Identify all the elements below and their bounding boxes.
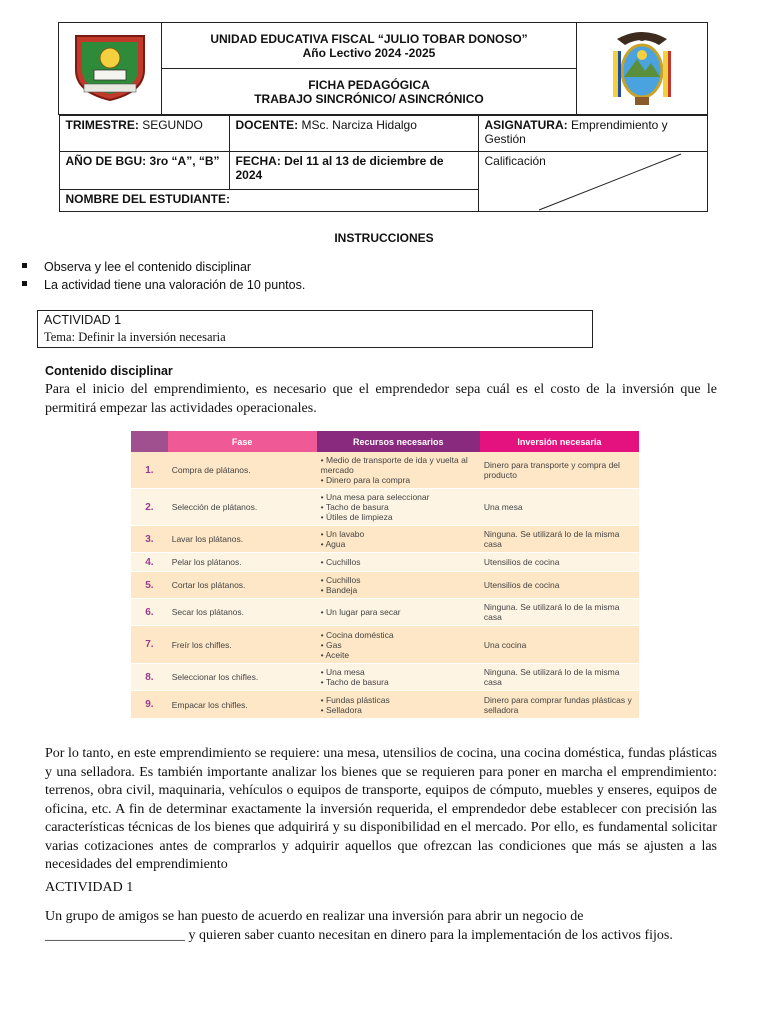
row-number: 6.: [131, 599, 168, 626]
sheet-mode: TRABAJO SINCRÓNICO/ ASINCRÓNICO: [254, 91, 484, 106]
recurso-item: • Bandeja: [320, 585, 358, 595]
crest-cell: [577, 23, 708, 115]
row-number: 9.: [131, 691, 168, 719]
recurso-item: • Agua: [320, 539, 346, 549]
fecha-value: Del 11 al 13 de diciembre de 2024: [235, 154, 444, 182]
row-recursos: [317, 664, 480, 691]
table-row: [131, 489, 639, 526]
trimestre-label: TRIMESTRE:: [65, 118, 139, 132]
recurso-item: • Medio de transporte de ida y vuelta al mercado: [320, 455, 468, 475]
row-number: 5.: [131, 572, 168, 599]
row-number: 3.: [131, 526, 168, 553]
recurso-item: • Tacho de basura: [320, 677, 389, 687]
row-inversion: Dinero para comprar fundas plásticas y selladora: [480, 691, 639, 719]
nombre-cell[interactable]: [59, 190, 478, 212]
content-intro: Para el inicio del emprendimiento, es necesario que el emprendedor sepa cuál es el costo de la inversión que le permitirá empezar las actividades operacionales.: [45, 382, 717, 416]
calificacion-cell[interactable]: [478, 152, 707, 212]
row-fase: Secar los plátanos.: [168, 599, 317, 626]
row-inversion: Ninguna. Se utilizará lo de la misma casa: [480, 664, 639, 691]
sheet-name: FICHA PEDAGÓGICA: [308, 77, 430, 92]
school-name: UNIDAD EDUCATIVA FISCAL “JULIO TOBAR DONOSO”: [210, 31, 528, 46]
row-fase: Cortar los plátanos.: [168, 572, 317, 599]
fase-header: Fase: [168, 431, 317, 452]
activity-title: ACTIVIDAD 1: [45, 880, 134, 895]
anio-value: 3ro “A”, “B”: [149, 154, 220, 168]
row-fase: Compra de plátanos.: [168, 452, 317, 489]
row-number: 2.: [131, 489, 168, 526]
table-row: [131, 553, 639, 572]
theme-label: Tema:: [44, 330, 76, 344]
school-shield-icon: [70, 30, 150, 104]
row-number: 4.: [131, 553, 168, 572]
table-row: [131, 626, 639, 664]
row-fase: Freír los chifles.: [168, 626, 317, 664]
table-row: [131, 572, 639, 599]
asignatura-value: Emprendimiento y Gestión: [484, 118, 668, 146]
recurso-item: • Una mesa para seleccionar: [320, 492, 430, 502]
table-row: [131, 599, 639, 626]
row-recursos: [317, 452, 480, 489]
row-fase: Selección de plátanos.: [168, 489, 317, 526]
trimestre-value: SEGUNDO: [142, 118, 203, 132]
instructions-list: [22, 258, 305, 294]
recurso-item: • Fundas plásticas: [320, 694, 390, 705]
sheet-title-cell: [162, 69, 577, 115]
activity-box-theme: [38, 329, 592, 345]
row-inversion: Utensilios de cocina: [480, 553, 639, 572]
nombre-label: NOMBRE DEL ESTUDIANTE:: [65, 192, 230, 206]
list-item: La actividad tiene una valoración de 10 puntos.: [22, 276, 305, 294]
grade-slash: [479, 152, 707, 212]
row-recursos: [317, 572, 480, 599]
row-recursos: [317, 626, 480, 664]
fecha-label: FECHA:: [235, 154, 281, 168]
row-inversion: Una cocina: [480, 626, 639, 664]
school-logo-cell: [59, 23, 162, 115]
docente-cell: [229, 116, 478, 152]
recurso-item: • Aceite: [320, 649, 350, 660]
phase-table: [131, 431, 639, 719]
row-fase: Seleccionar los chifles.: [168, 664, 317, 691]
ecuador-coat-of-arms-icon: [607, 25, 677, 109]
anio-cell: [59, 152, 229, 190]
row-recursos: [317, 691, 480, 719]
recurso-item: • Un lugar para secar: [320, 607, 401, 617]
recurso-item: • Una mesa: [320, 667, 365, 677]
num-header: [131, 431, 168, 452]
trimestre-cell: [59, 116, 229, 152]
row-inversion: Utensilios de cocina: [480, 572, 639, 599]
bullet-icon: [22, 281, 27, 286]
recurso-item: • Útiles de limpieza: [320, 512, 393, 522]
row-number: 1.: [131, 452, 168, 489]
asignatura-label: ASIGNATURA:: [484, 118, 568, 132]
table-row: [131, 664, 639, 691]
row-inversion: Una mesa: [480, 489, 639, 526]
recurso-item: • Un lavabo: [320, 529, 365, 539]
recurso-item: • Tacho de basura: [320, 502, 389, 512]
recurso-item: • Selladora: [320, 704, 362, 715]
activity-box: [37, 310, 593, 348]
table-row: [131, 526, 639, 553]
row-number: 8.: [131, 664, 168, 691]
row-recursos: [317, 599, 480, 626]
docente-label: DOCENTE:: [235, 118, 299, 132]
header-table: [58, 22, 708, 212]
row-recursos: [317, 489, 480, 526]
row-inversion: Ninguna. Se utilizará lo de la misma casa: [480, 526, 639, 553]
phase-table-body: [131, 452, 639, 719]
row-fase: Empacar los chifles.: [168, 691, 317, 719]
asignatura-cell: [478, 116, 707, 152]
row-number: 7.: [131, 626, 168, 664]
fecha-cell: [229, 152, 478, 190]
info-table: [59, 115, 708, 212]
row-recursos: [317, 526, 480, 553]
content-title: Contenido disciplinar: [45, 364, 173, 378]
row-fase: Pelar los plátanos.: [168, 553, 317, 572]
school-year: Año Lectivo 2024 -2025: [302, 45, 436, 60]
row-inversion: Ninguna. Se utilizará lo de la misma casa: [480, 599, 639, 626]
activity-text: Un grupo de amigos se han puesto de acuerdo en realizar una inversión para abrir un negocio de ____________________ y quieren saber cuanto necesitan en dinero para la implementación de los activos fijos.: [45, 909, 673, 943]
inversion-header: Inversión necesaria: [480, 431, 639, 452]
row-fase: Lavar los plátanos.: [168, 526, 317, 553]
table-row: [131, 691, 639, 719]
row-recursos: [317, 553, 480, 572]
instructions-title: INSTRUCCIONES: [334, 231, 434, 245]
docente-value: MSc. Narciza Hidalgo: [301, 118, 417, 132]
list-item: Observa y lee el contenido disciplinar: [22, 258, 305, 276]
recurso-item: • Gas: [320, 639, 342, 650]
calificacion-label: Calificación: [484, 154, 546, 168]
anio-label: AÑO DE BGU:: [65, 154, 147, 168]
row-inversion: Dinero para transporte y compra del producto: [480, 452, 639, 489]
content-conclusion: Por lo tanto, en este emprendimiento se requiere: una mesa, utensilios de cocina, una cocina doméstica, fundas plásticas y una selladora. Es también importante analizar los bienes que se requieren para poner en marcha el emprendimiento: terrenos, obra civil, maquinaria, vehículos o equipos de transporte, equipos de cómputo, muebles y enseres, equipos de oficina, etc. A fin de determinar exactamente la inversión requerida, el emprendedor debe establecer con precisión las características técnicas de los bienes que adquirirá y su disponibilidad en el mercado. Por ello, es fundamental solicitar varias cotizaciones antes de comprarlos y adquirir aquellos que ofrezcan las condiciones que más se ajusten a las necesidades del emprendimiento: [45, 746, 717, 872]
school-title-cell: [162, 23, 577, 69]
theme-value: Definir la inversión necesaria: [78, 330, 226, 344]
recurso-item: • Cuchillos: [320, 575, 361, 585]
recurso-item: • Cuchillos: [320, 557, 361, 567]
bullet-icon: [22, 263, 27, 268]
table-row: [131, 452, 639, 489]
activity-box-title: ACTIVIDAD 1: [44, 313, 122, 327]
recurso-item: • Dinero para la compra: [320, 475, 411, 485]
recurso-item: • Cocina doméstica: [320, 629, 394, 640]
recursos-header: Recursos necesarios: [317, 431, 480, 452]
